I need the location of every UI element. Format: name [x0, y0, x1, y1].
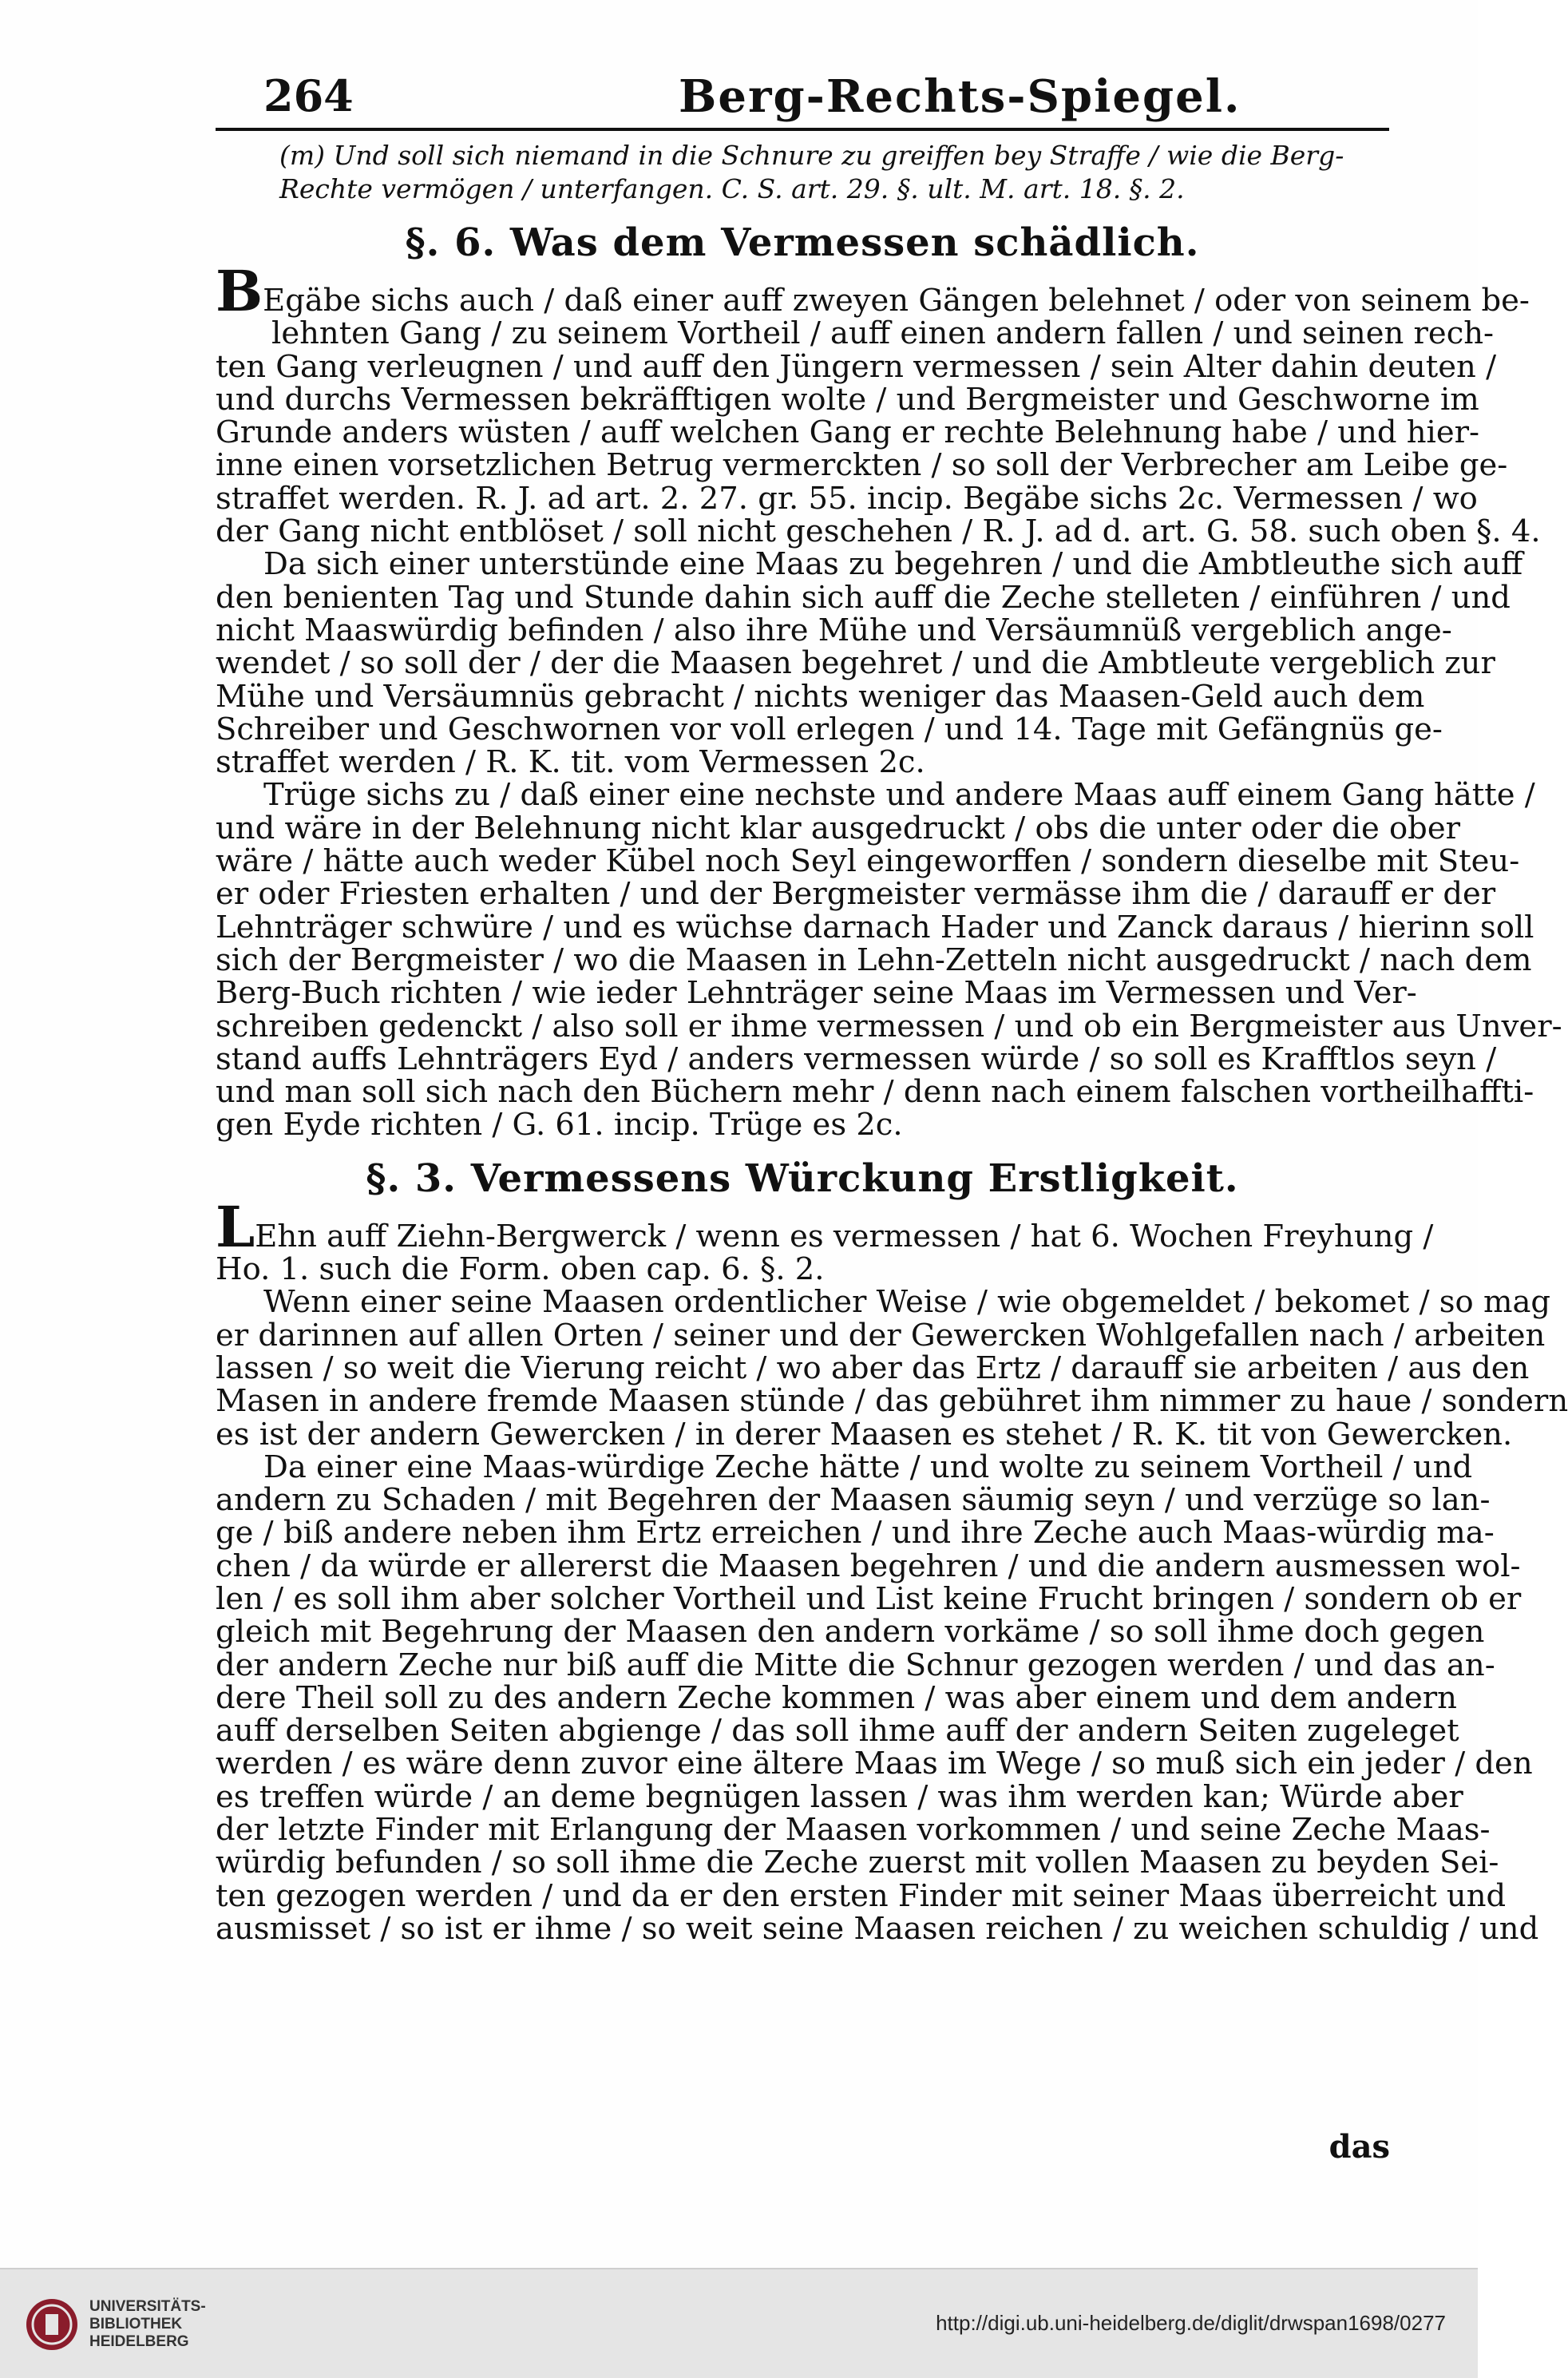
- source-url-link[interactable]: http://digi.ub.uni-heidelberg.de/diglit/drwspan1698/0277: [936, 2311, 1446, 2335]
- text-line: gen Eyde richten / G. 61. incip. Trüge es 2c.: [216, 1107, 903, 1143]
- catchword: das: [1328, 2128, 1390, 2166]
- text-line: er darinnen auf allen Orten / seiner und der Gewercken Wohlgefallen nach / arbeiten: [216, 1317, 1546, 1353]
- section-heading-1: §. 6. Was dem Vermessen schädlich.: [405, 220, 1200, 265]
- text-line: es ist der andern Gewercken / in derer Maasen es stehet / R. K. tit von Gewercken.: [216, 1416, 1513, 1453]
- text-line: wendet / so soll der / der die Maasen begehret / und die Ambtleute vergeblich zur: [216, 645, 1495, 682]
- text-line: Wenn einer seine Maasen ordentlicher Weise / wie obgemeldet / bekomet / so mag: [263, 1284, 1551, 1321]
- text-line: Masen in andere fremde Maasen stünde / das gebühret ihm nimmer zu haue / sondern: [216, 1383, 1568, 1420]
- text-line: dere Theil soll zu des andern Zeche kommen / was aber einem und dem andern: [216, 1679, 1457, 1716]
- text-line: BEgäbe sichs auch / daß einer auff zweyen Gängen belehnet / oder von seinem be-: [216, 258, 1530, 324]
- text-line: und durchs Vermessen bekräfftigen wolte / und Bergmeister und Geschworne im: [216, 381, 1479, 418]
- text-line: Berg-Buch richten / wie ieder Lehnträger seine Maas im Vermessen und Ver-: [216, 975, 1417, 1012]
- paragraph: [216, 1449, 1539, 1947]
- text-line: Lehnträger schwüre / und es wüchse darnach Hader und Zanck daraus / hierinn soll: [216, 909, 1534, 945]
- paragraph: [216, 1284, 1568, 1453]
- text-line: nicht Maaswürdig befinden / also ihre Mühe und Versäumnüß vergeblich ange-: [216, 612, 1452, 648]
- text-line: chen / da würde er allererst die Maasen begehren / und die andern ausmessen wol-: [216, 1548, 1521, 1584]
- text-line: es treffen würde / an deme begnügen lassen / was ihm werden kan; Würde aber: [216, 1778, 1463, 1815]
- paragraph: [216, 777, 1562, 1143]
- text-line: Grunde anders wüsten / auff welchen Gang er rechte Belehnung habe / und hier-: [216, 414, 1480, 451]
- text-line: der letzte Finder mit Erlangung der Maasen vorkommen / und seine Zeche Maas-: [216, 1812, 1491, 1849]
- paragraph: [216, 258, 1541, 550]
- text-line: wäre / hätte auch weder Kübel noch Seyl eingeworffen / sondern dieselbe mit Steu-: [216, 843, 1520, 880]
- text-line: Mühe und Versäumnüs gebracht / nichts weniger das Maasen-Geld auch dem: [216, 678, 1425, 715]
- text-line: Schreiber und Geschwornen vor voll erlegen / und 14. Tage mit Gefängnüs ge-: [216, 711, 1443, 747]
- text-line: auff derselben Seiten abgienge / das soll ihme auff der andern Seiten zugeleget: [216, 1713, 1459, 1750]
- viewer-footer: [0, 2268, 1478, 2378]
- text-line: Trüge sichs zu / daß einer eine nechste und andere Maas auff einem Gang hätte /: [263, 777, 1535, 814]
- text-line: würdig befunden / so soll ihme die Zeche zuerst mit vollen Maasen zu beyden Sei-: [216, 1845, 1499, 1881]
- text-line: ge / biß andere neben ihm Ertz erreichen / und ihre Zeche auch Maas-würdig ma-: [216, 1515, 1495, 1552]
- text-line: andern zu Schaden / mit Begehren der Maasen säumig seyn / und verzüge so lan-: [216, 1482, 1491, 1519]
- text-line: Ho. 1. such die Form. oben cap. 6. §. 2.: [216, 1251, 825, 1288]
- text-line: er oder Friesten erhalten / und der Bergmeister vermässe ihm die / darauff er der: [216, 876, 1496, 913]
- text-line: werden / es wäre denn zuvor eine ältere Maas im Wege / so muß sich ein jeder / den: [216, 1746, 1533, 1782]
- text-line: schreiben gedenckt / also soll er ihme vermessen / und ob ein Bergmeister aus Unver-: [216, 1008, 1562, 1044]
- text-line: und man soll sich nach den Büchern mehr / denn nach einem falschen vortheilhaffti-: [216, 1074, 1534, 1111]
- text-line: ausmisset / so ist er ihme / so weit seine Maasen reichen / zu weichen schuldig / und: [216, 1910, 1539, 1947]
- text-line: Da einer eine Maas-würdige Zeche hätte / und wolte zu seinem Vortheil / und: [263, 1449, 1473, 1485]
- text-line: gleich mit Begehrung der Maasen den andern vorkäme / so soll ihme doch gegen: [216, 1614, 1485, 1651]
- text-line: den benienten Tag und Stunde dahin sich auff die Zeche stelleten / einführen / und: [216, 579, 1511, 616]
- section-body-2: [216, 1193, 1568, 1947]
- footnote: (m) Und soll sich niemand in die Schnure zu greiffen bey Straffe / wie die Berg-Rechte vermögen / unterfangen. C. S. art. 29. §. ult. M. art. 18. §. 2.: [279, 140, 1344, 204]
- text-line: straffet werden. R. J. ad art. 2. 27. gr. 55. incip. Begäbe sichs 2c. Vermessen / wo: [216, 480, 1478, 517]
- text-line: Da sich einer unterstünde eine Maas zu begehren / und die Ambtleuthe sich auff: [263, 546, 1523, 583]
- page-header: [216, 56, 1389, 131]
- text-line: inne einen vorsetzlichen Betrug vermerckten / so soll der Verbrecher am Leibe ge-: [216, 447, 1508, 484]
- page-number: 264: [263, 70, 354, 121]
- text-line: ten Gang verleugnen / und auff den Jüngern vermessen / sein Alter dahin deuten /: [216, 348, 1497, 385]
- running-head: Berg-Rechts-Spiegel.: [679, 70, 1241, 123]
- text-line: straffet werden / R. K. tit. vom Vermessen 2c.: [216, 744, 925, 781]
- library-name: UNIVERSITÄTS- BIBLIOTHEK HEIDELBERG: [89, 2298, 206, 2350]
- text-block: [216, 56, 1568, 1947]
- text-line: sich der Bergmeister / wo die Maasen in Lehn-Zetteln nicht ausgedruckt / nach dem: [216, 941, 1532, 978]
- text-line: und wäre in der Belehnung nicht klar ausgedruckt / obs die unter oder die ober: [216, 810, 1461, 846]
- text-line: ten gezogen werden / und da er den ersten Finder mit seiner Maas überreicht und: [216, 1877, 1507, 1914]
- text-line: der andern Zeche nur biß auff die Mitte die Schnur gezogen werden / und das an-: [216, 1647, 1495, 1683]
- text-line: lassen / so weit die Vierung reicht / wo aber das Ertz / darauff sie arbeiten / aus den: [216, 1350, 1530, 1386]
- university-seal-icon: [24, 2297, 80, 2352]
- section-heading-2: §. 3. Vermessens Würckung Erstligkeit.: [366, 1155, 1239, 1201]
- paragraph: [216, 546, 1523, 781]
- paragraph: [216, 1193, 1434, 1288]
- text-line: der Gang nicht entblöset / soll nicht geschehen / R. J. ad d. art. G. 58. such oben §. 4.: [216, 513, 1541, 550]
- text-line: lehnten Gang / zu seinem Vortheil / auff einen andern fallen / und seinen rech-: [271, 315, 1495, 352]
- text-line: LEhn auff Ziehn-Bergwerck / wenn es vermessen / hat 6. Wochen Freyhung /: [216, 1193, 1434, 1260]
- text-line: stand auffs Lehnträgers Eyd / anders vermessen würde / so soll es Krafftlos seyn /: [216, 1040, 1497, 1077]
- text-line: len / es soll ihm aber solcher Vortheil und List keine Frucht bringen / sondern ob er: [216, 1580, 1522, 1617]
- section-body-1: [216, 258, 1562, 1143]
